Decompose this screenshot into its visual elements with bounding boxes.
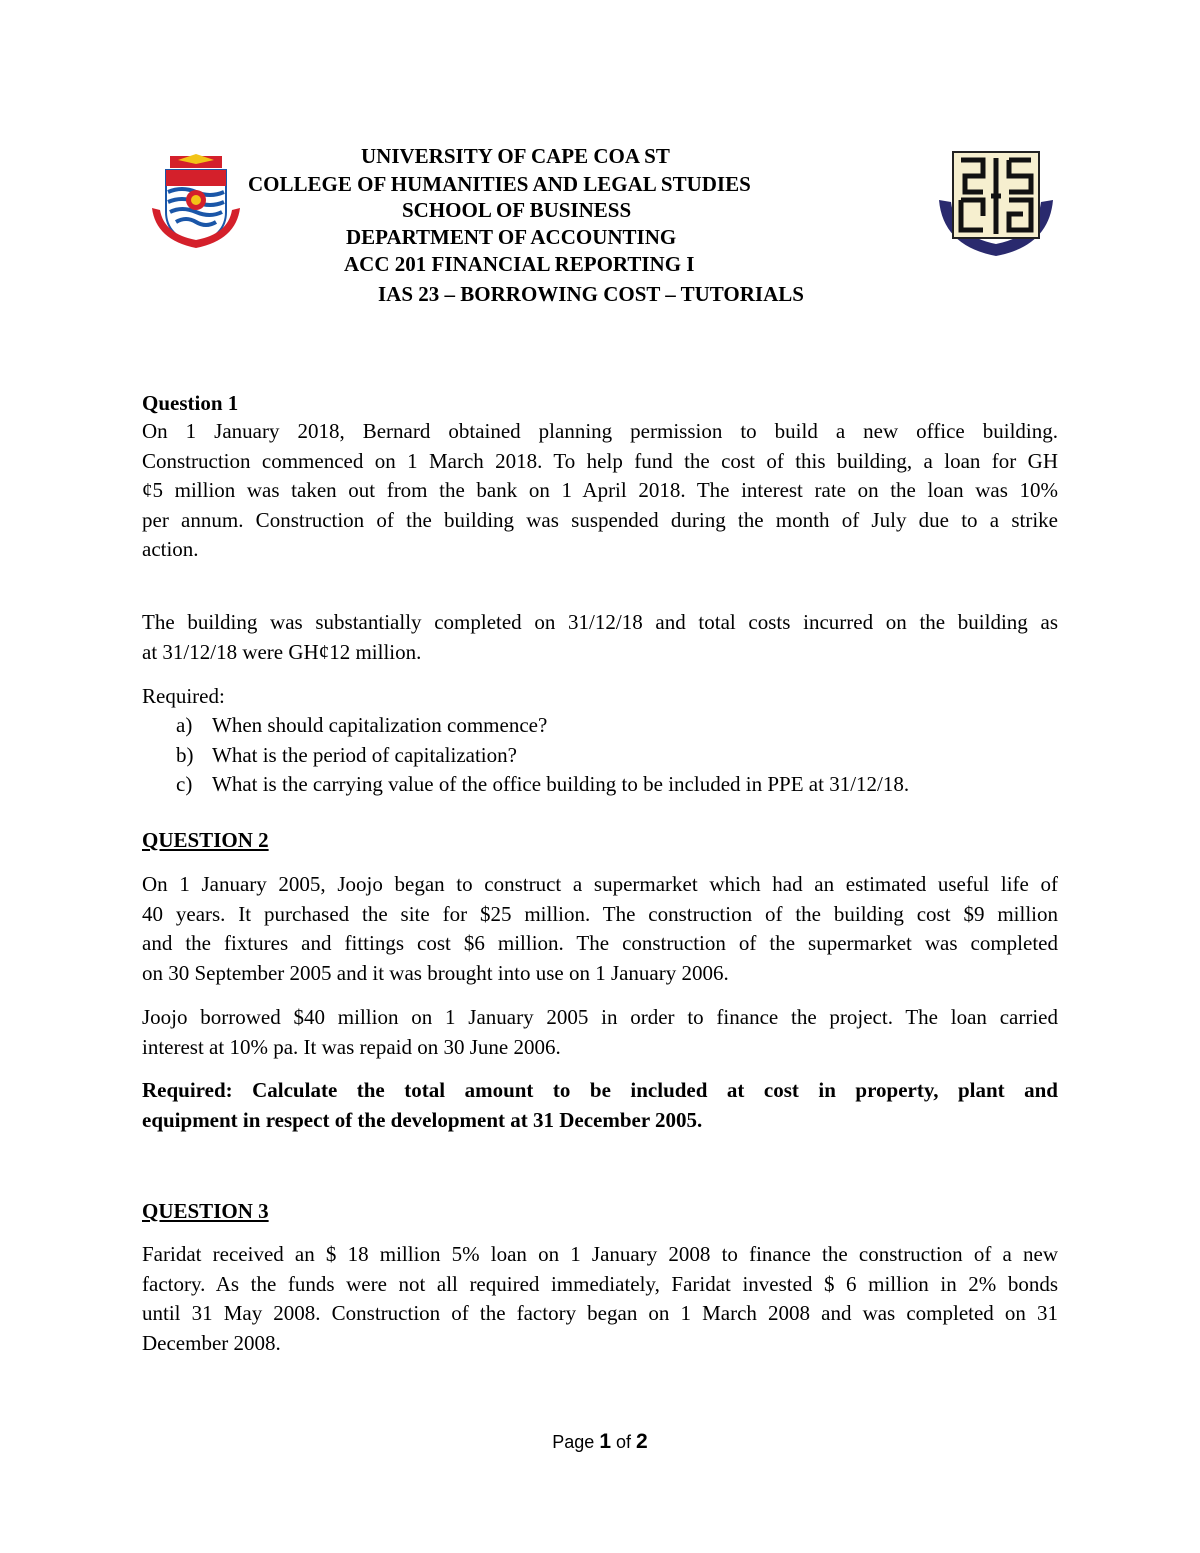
text-line: Required: Calculate the total amount to be included at cost in property, plant and bbox=[142, 1078, 1058, 1102]
text-line: On 1 January 2005, Joojo began to construct a supermarket which had an estimated useful life of bbox=[142, 872, 1058, 896]
list-item bbox=[142, 741, 1058, 771]
text-line: on 30 September 2005 and it was brought into use on 1 January 2006. bbox=[142, 960, 729, 985]
list-item-text: What is the carrying value of the office building to be included in PPE at 31/12/18. bbox=[212, 772, 910, 796]
question-3-title: QUESTION 3 bbox=[142, 1199, 269, 1223]
text-line: until 31 May 2008. Construction of the factory began on 1 March 2008 and was completed on 31 bbox=[142, 1301, 1058, 1325]
list-marker: b) bbox=[176, 742, 194, 767]
text-line: factory. As the funds were not all required immediately, Faridat invested $ 6 million in 2% bonds bbox=[142, 1271, 1058, 1296]
university-crest-icon bbox=[148, 152, 244, 252]
question-2-title: QUESTION 2 bbox=[142, 828, 269, 852]
header-department: DEPARTMENT OF ACCOUNTING bbox=[346, 225, 677, 249]
text-line: ¢5 million was taken out from the bank on 1 April 2018. The interest rate on the loan was 10% bbox=[142, 478, 1058, 502]
text-line: action. bbox=[142, 537, 199, 561]
question-1-paragraph-2 bbox=[142, 608, 1058, 667]
question-2-required bbox=[142, 1076, 1058, 1135]
list-item bbox=[142, 770, 1058, 800]
page-number bbox=[0, 1430, 1200, 1454]
question-1-required-label: Required: bbox=[142, 684, 225, 708]
page-total: 2 bbox=[636, 1430, 648, 1453]
text-line: The building was substantially completed on 31/12/18 and total costs incurred on the building as bbox=[142, 610, 1058, 634]
text-line: and the fixtures and fittings cost $6 million. The construction of the supermarket was completed bbox=[142, 931, 1058, 955]
header-university: UNIVERSITY OF CAPE COA ST bbox=[361, 144, 670, 168]
question-1-required-list bbox=[142, 711, 1058, 800]
text-line: at 31/12/18 were GH¢12 million. bbox=[142, 639, 422, 664]
page-of-word: of bbox=[616, 1432, 632, 1452]
question-1-paragraph-1 bbox=[142, 417, 1058, 565]
list-marker: c) bbox=[176, 772, 193, 796]
list-item-text: When should capitalization commence? bbox=[212, 713, 548, 737]
header-topic: IAS 23 – BORROWING COST – TUTORIALS bbox=[378, 282, 804, 306]
text-line: equipment in respect of the development at 31 December 2005. bbox=[142, 1107, 703, 1132]
question-3-paragraph-1 bbox=[142, 1240, 1058, 1358]
text-line: 40 years. It purchased the site for $25 million. The construction of the building cost $9 million bbox=[142, 901, 1058, 926]
text-line: Joojo borrowed $40 million on 1 January 2005 in order to finance the project. The loan carried bbox=[142, 1005, 1058, 1029]
header-school: SCHOOL OF BUSINESS bbox=[402, 198, 632, 222]
list-marker: a) bbox=[176, 713, 193, 737]
text-line: December 2008. bbox=[142, 1330, 281, 1355]
list-item-text: What is the period of capitalization? bbox=[212, 742, 517, 767]
page-current: 1 bbox=[599, 1430, 611, 1453]
text-line: Faridat received an $ 18 million 5% loan on 1 January 2008 to finance the construction of a new bbox=[142, 1242, 1058, 1266]
page-word: Page bbox=[552, 1432, 595, 1452]
question-1-title: Question 1 bbox=[142, 391, 239, 415]
header-college: COLLEGE OF HUMANITIES AND LEGAL STUDIES bbox=[248, 172, 751, 196]
list-item bbox=[142, 711, 1058, 741]
text-line: interest at 10% pa. It was repaid on 30 June 2006. bbox=[142, 1034, 561, 1059]
text-line: On 1 January 2018, Bernard obtained planning permission to build a new office building. bbox=[142, 419, 1058, 443]
question-2-paragraph-2 bbox=[142, 1003, 1058, 1062]
text-line: per annum. Construction of the building was suspended during the month of July due to a strike bbox=[142, 507, 1058, 532]
question-2-paragraph-1 bbox=[142, 870, 1058, 988]
header-course: ACC 201 FINANCIAL REPORTING I bbox=[344, 252, 695, 276]
text-line: Construction commenced on 1 March 2018. To help fund the cost of this building, a loan for GH bbox=[142, 448, 1058, 473]
